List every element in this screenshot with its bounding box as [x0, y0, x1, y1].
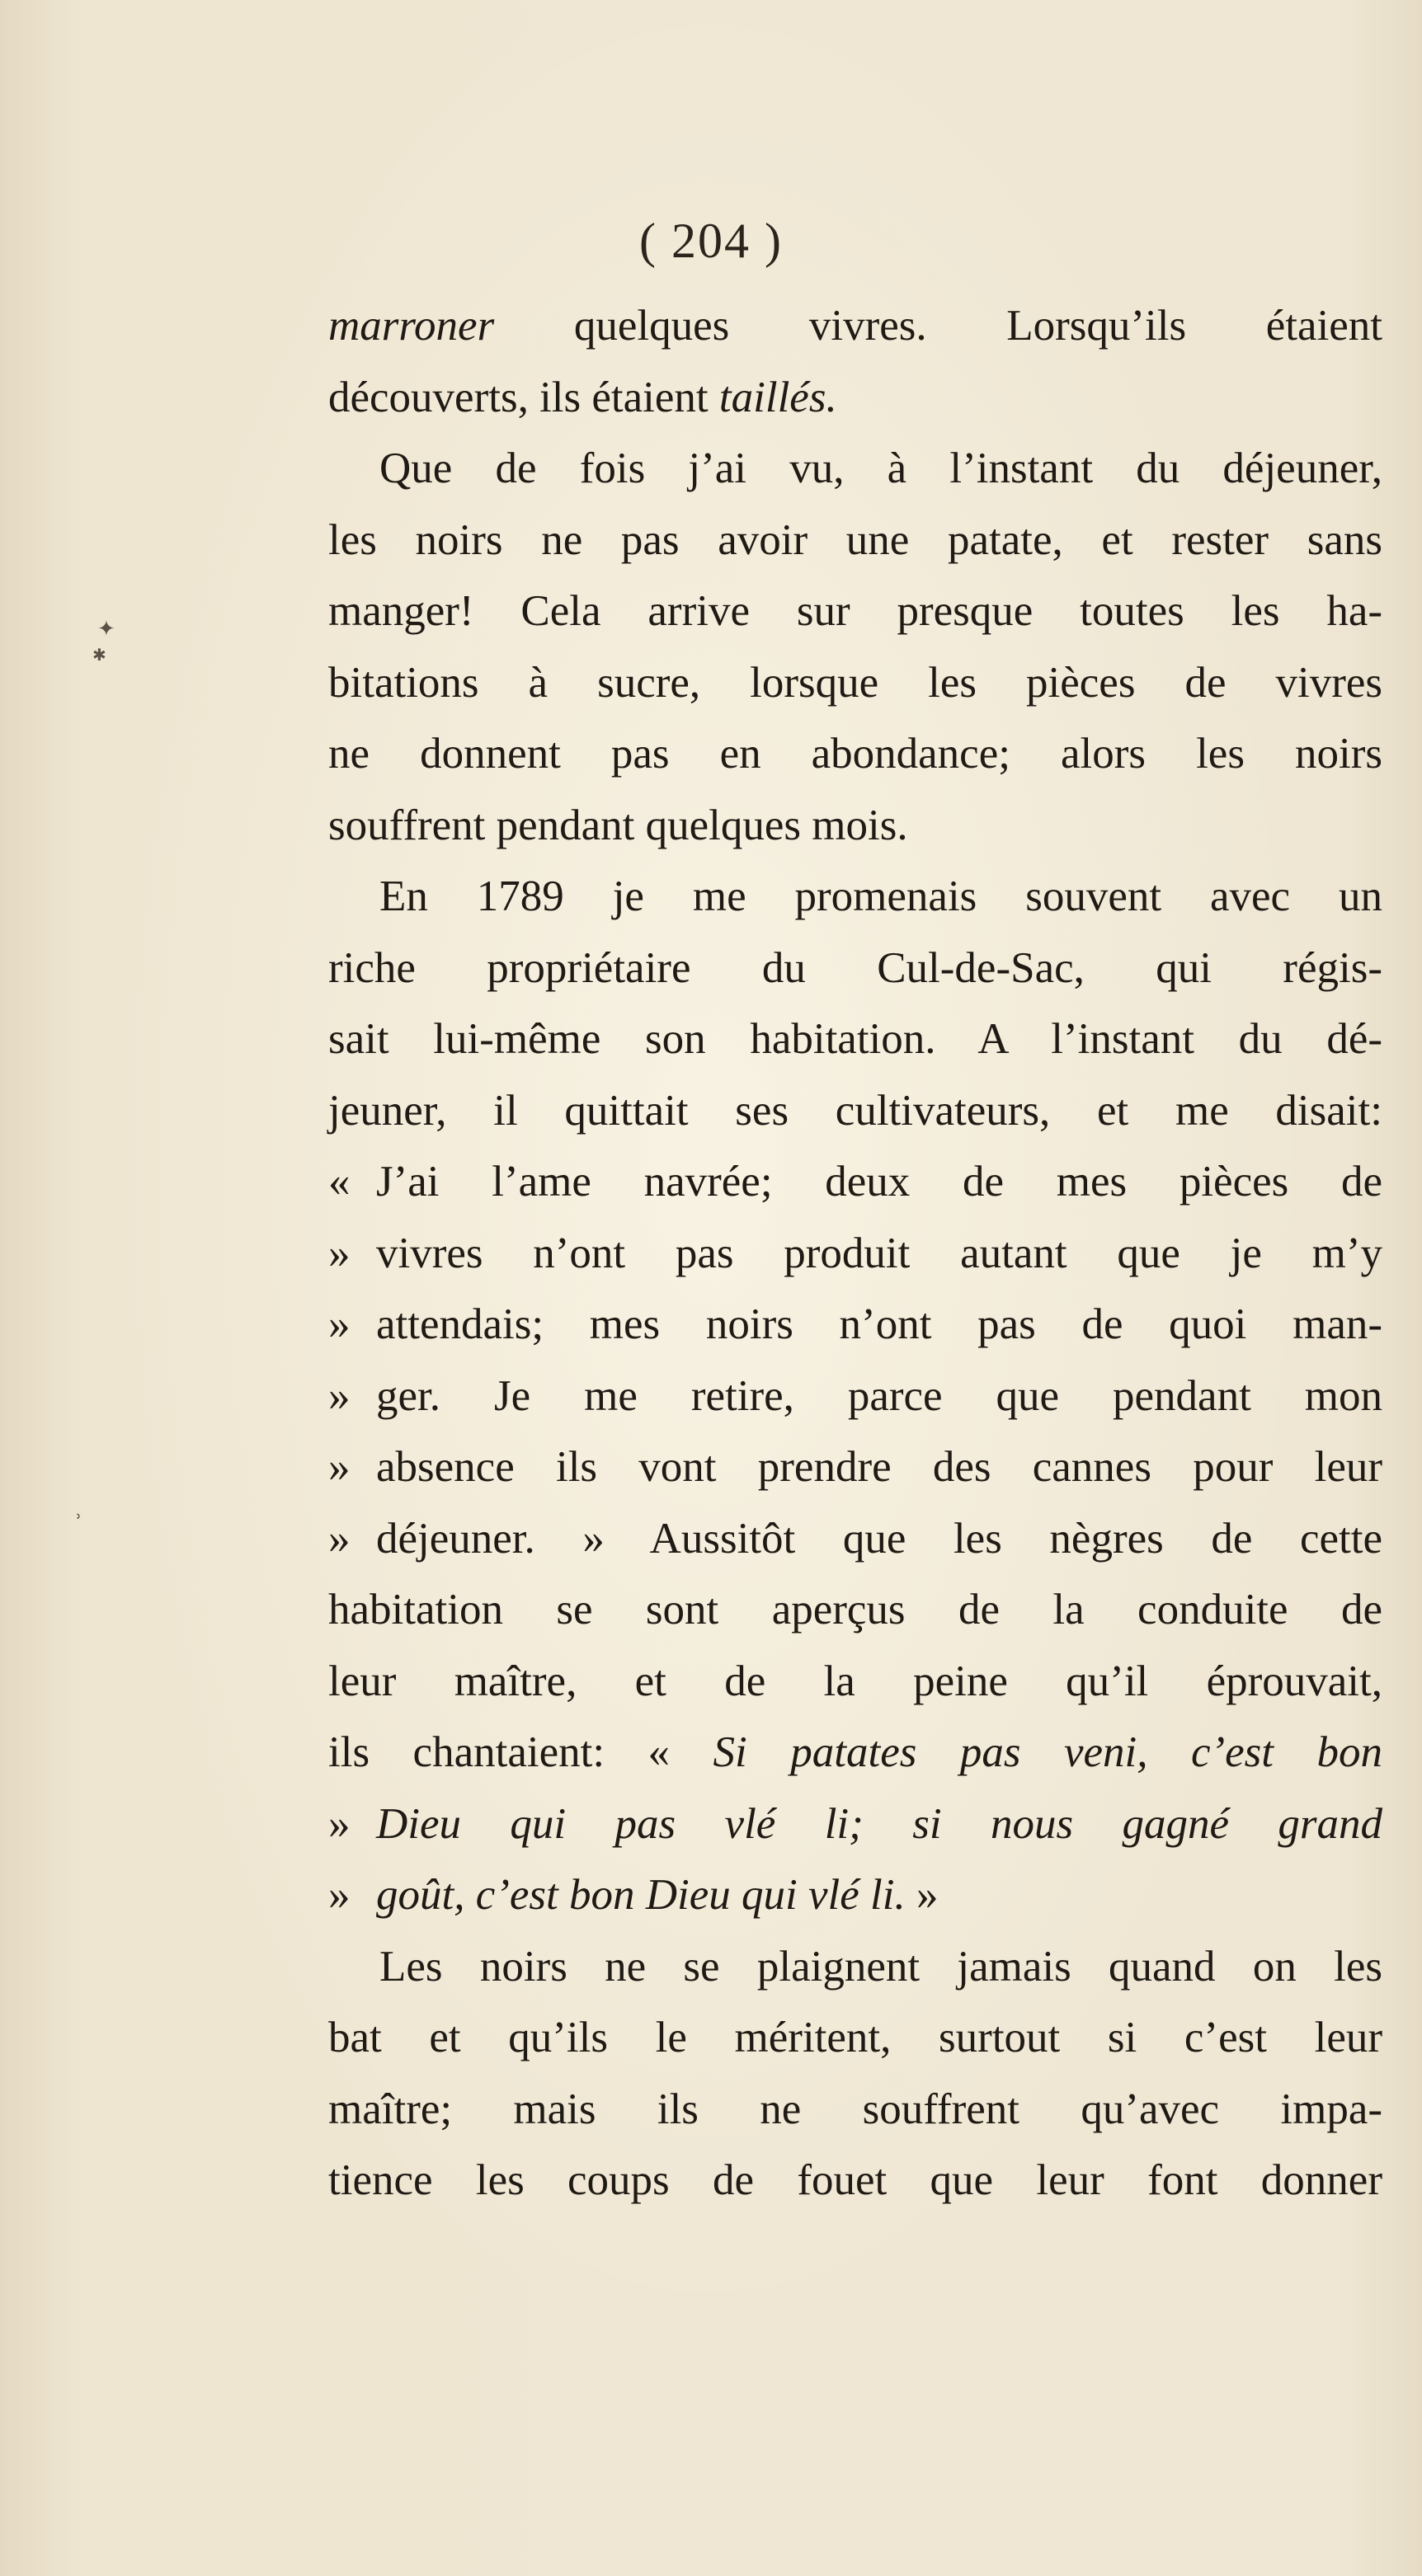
italic-text: goût, c’est bon Dieu qui vlé li.: [376, 1871, 906, 1919]
text-run: attendais; mes noirs n’ont pas de quoi man-: [376, 1300, 1382, 1348]
text-line: [328, 1789, 1382, 1860]
text-line: [328, 1931, 1382, 2003]
text-line: [328, 1146, 1382, 1218]
text-run: absence ils vont prendre des cannes pour leur: [376, 1443, 1382, 1491]
text-run: découverts, ils étaient: [328, 373, 719, 421]
text-run: »: [905, 1871, 939, 1919]
text-line: [328, 1361, 1382, 1432]
text-run: maître; mais ils ne souffrent qu’avec impa-: [328, 2085, 1382, 2133]
italic-text: taillés.: [718, 373, 837, 421]
text-run: J’ai l’ame navrée; deux de mes pièces de: [376, 1158, 1382, 1206]
text-line: [328, 1646, 1382, 1718]
text-run: tience les coups de fouet que leur font donner: [328, 2156, 1382, 2204]
text-line: [328, 290, 1382, 362]
margin-ink-mark: ✱: [92, 645, 106, 665]
text-run: les noirs ne pas avoir une patate, et rester sans: [328, 515, 1382, 564]
text-line: [328, 647, 1382, 719]
text-run: bat et qu’ils le méritent, surtout si c’est leur: [328, 2014, 1382, 2061]
text-run: En 1789 je me promenais souvent avec un: [379, 872, 1382, 920]
text-line: [328, 1004, 1382, 1075]
italic-text: marroner: [328, 302, 495, 350]
quote-mark: »: [328, 1443, 351, 1491]
text-line: [328, 1574, 1382, 1646]
quote-mark: »: [328, 1799, 351, 1848]
text-line: [328, 1431, 1382, 1503]
quote-mark: »: [328, 1871, 351, 1919]
text-run: ger. Je me retire, parce que pendant mon: [376, 1371, 1382, 1420]
margin-ink-mark: ʾ: [76, 1511, 82, 1534]
text-run: déjeuner. » Aussitôt que les nègres de cette: [376, 1514, 1382, 1563]
text-run: bitations à sucre, lorsque les pièces de vivres: [328, 658, 1382, 707]
text-line: [328, 1289, 1382, 1361]
text-line: [328, 790, 1382, 862]
text-line: [328, 1503, 1382, 1575]
text-line: [328, 1075, 1382, 1147]
text-run: souffrent pendant quelques mois.: [328, 801, 908, 849]
text-line: [328, 861, 1382, 933]
italic-text: Si patates pas veni, c’est bon: [713, 1728, 1382, 1776]
quote-mark: «: [328, 1158, 351, 1206]
text-line: [328, 505, 1382, 576]
text-line: [328, 433, 1382, 505]
italic-text: Dieu qui pas vlé li; si nous gagné grand: [376, 1799, 1382, 1848]
text-run: leur maître, et de la peine qu’il éprouvait,: [328, 1657, 1382, 1705]
text-line: [328, 1717, 1382, 1789]
text-line: [328, 933, 1382, 1004]
text-line: [328, 362, 1382, 434]
text-line: [328, 1218, 1382, 1290]
text-run: sait lui-même son habitation. A l’instant du dé-: [328, 1015, 1382, 1063]
text-line: [328, 718, 1382, 790]
text-run: riche propriétaire du Cul-de-Sac, qui régis-: [328, 943, 1382, 992]
quote-mark: »: [328, 1371, 351, 1420]
text-run: vivres n’ont pas produit autant que je m’y: [376, 1229, 1382, 1277]
text-line: [328, 2002, 1382, 2074]
text-run: Les noirs ne se plaignent jamais quand on les: [379, 1942, 1382, 1991]
text-line: [328, 1859, 1382, 1931]
text-run: ils chantaient: «: [328, 1728, 713, 1776]
text-line: [328, 576, 1382, 647]
quote-mark: »: [328, 1300, 351, 1348]
text-run: jeuner, il quittait ses cultivateurs, et me disait:: [328, 1086, 1382, 1135]
page-number: ( 204 ): [639, 214, 783, 268]
text-line: [328, 2145, 1382, 2216]
text-run: manger! Cela arrive sur presque toutes les ha-: [328, 587, 1382, 635]
text-run: ne donnent pas en abondance; alors les noirs: [328, 730, 1382, 778]
margin-ink-mark: ✦: [97, 617, 115, 642]
text-run: Que de fois j’ai vu, à l’instant du déjeuner,: [379, 444, 1382, 492]
body-text: [328, 290, 1382, 2216]
text-run: quelques vivres. Lorsqu’ils étaient: [494, 302, 1382, 350]
text-line: [328, 2074, 1382, 2146]
quote-mark: »: [328, 1229, 351, 1277]
text-run: habitation se sont aperçus de la conduite de: [328, 1586, 1382, 1634]
quote-mark: »: [328, 1514, 351, 1563]
